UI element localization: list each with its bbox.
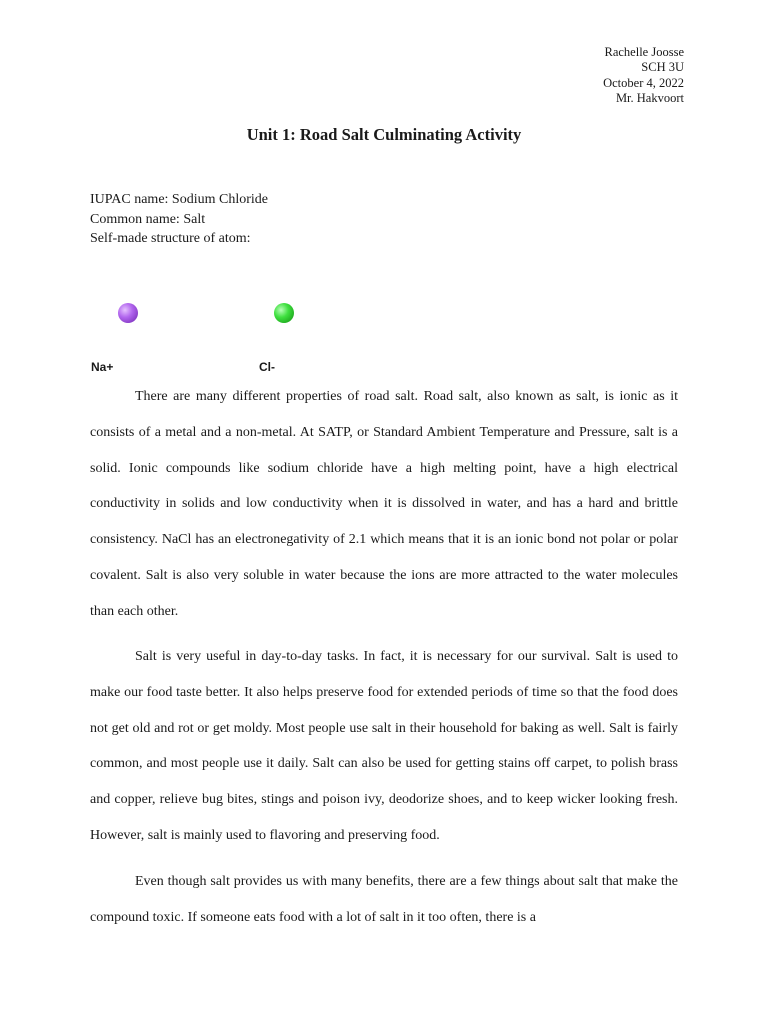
chloride-ion-sphere xyxy=(274,303,294,323)
compound-info xyxy=(90,190,268,249)
sodium-ion-sphere xyxy=(118,303,138,323)
chloride-ion-label: Cl- xyxy=(259,360,275,374)
sodium-ion-label: Na+ xyxy=(91,360,114,374)
course-code: SCH 3U xyxy=(641,60,684,75)
author-name: Rachelle Joosse xyxy=(604,45,684,59)
iupac-name-line: IUPAC name: Sodium Chloride xyxy=(90,192,268,207)
document-date: October 4, 2022 xyxy=(603,75,684,90)
teacher-name: Mr. Hakvoort xyxy=(615,90,684,105)
document-title: Unit 1: Road Salt Culminating Activity xyxy=(246,125,522,144)
common-name-line: Common name: Salt xyxy=(90,211,206,227)
paragraph-toxicity: Even though salt provides us with many benefits, there are a few things about salt that make the compound toxic. If someone eats food with a lot of salt in it too often, there is a xyxy=(90,874,678,925)
header-block xyxy=(603,45,684,106)
paragraph-properties: There are many different properties of road salt. Road salt, also known as salt, is ionic as it consists of a metal and a non-metal. At SATP, or Standard Ambient Temperature and Pressure, salt is a solid. Ionic compounds like sodium chloride have a high melting point, have a high electrical conductivity in solids and low conductivity when it is dissolved in water, and has a hard and brittle consistency. NaCl has an electronegativity of 2.1 which means that it is an ionic bond not polar or polar covalent. Salt is also very soluble in water because the ions are more attracted to the water molecules than each other. xyxy=(90,389,678,619)
paragraph-uses: Salt is very useful in day-to-day tasks. In fact, it is necessary for our survival. Salt is used to make our food taste better. It also helps preserve food for extended periods of time so that the food does not get old and rot or get moldy. Most people use salt in their household for baking as well. Salt is fairly common, and most people use it daily. Salt can also be used for getting stains off carpet, to polish brass and copper, relieve bug bites, stings and poison ivy, deodorize shoes, and to keep wicker looking fresh. However, salt is mainly used to flavoring and preserving food. xyxy=(90,649,678,843)
structure-caption: Self-made structure of atom: xyxy=(90,231,251,246)
